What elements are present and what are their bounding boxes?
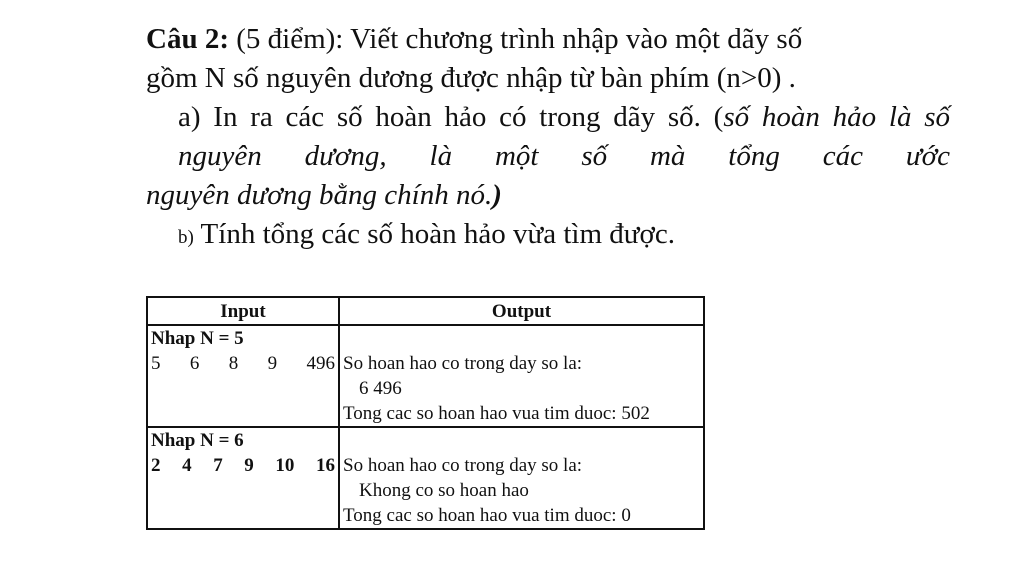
input-value: 10 xyxy=(275,455,295,476)
input-values xyxy=(151,453,335,478)
output-line: So hoan hao co trong day so la: xyxy=(343,455,583,476)
part-a-def-open: ( xyxy=(713,101,724,133)
part-a-def-line3: nguyên dương bằng chính nó. xyxy=(146,179,493,211)
question-intro: (5 điểm): Viết chương trình nhập vào một dãy số xyxy=(228,23,803,55)
output-line: 6 496 xyxy=(359,378,402,399)
output-cell xyxy=(339,427,704,529)
question-line-2: gồm N số nguyên dương được nhập từ bàn phím (n>0) . xyxy=(146,62,796,94)
input-value: 2 xyxy=(151,455,161,476)
part-b-label: b) xyxy=(178,227,194,248)
input-value: 5 xyxy=(151,353,161,374)
input-value: 9 xyxy=(244,455,254,476)
table-row xyxy=(147,427,704,529)
output-line: Tong cac so hoan hao vua tim duoc: 0 xyxy=(343,505,631,526)
question-line-1 xyxy=(146,20,950,59)
input-label: Nhap N = 5 xyxy=(151,328,244,349)
output-line: So hoan hao co trong day so la: xyxy=(343,353,583,374)
io-table xyxy=(146,296,705,530)
part-a-def-line2: hảo là số nguyên dương, là một số mà tổng các ước xyxy=(178,101,951,172)
input-label: Nhap N = 6 xyxy=(151,430,244,451)
output-cell xyxy=(339,325,704,427)
output-line: Khong co so hoan hao xyxy=(359,480,529,501)
input-cell xyxy=(147,427,339,529)
question-block xyxy=(146,20,950,257)
part-b xyxy=(146,215,950,257)
part-a-def-end xyxy=(146,176,950,215)
input-value: 16 xyxy=(315,455,335,476)
input-header: Input xyxy=(147,297,339,325)
output-line: Tong cac so hoan hao vua tim duoc: 502 xyxy=(343,403,650,424)
part-b-text: Tính tổng các số hoàn hảo vừa tìm được. xyxy=(193,218,675,250)
table-header-row xyxy=(147,297,704,325)
input-value: 9 xyxy=(267,353,278,374)
part-a-text: a) In ra các số hoàn hảo có trong dãy số. xyxy=(178,101,714,133)
input-value: 7 xyxy=(213,455,223,476)
output-header: Output xyxy=(339,297,704,325)
table-row xyxy=(147,325,704,427)
part-a xyxy=(146,98,950,176)
input-values xyxy=(151,351,335,376)
part-a-def-line1: số hoàn xyxy=(723,101,820,133)
input-value: 6 xyxy=(189,353,200,374)
question-label: Câu 2: xyxy=(146,23,229,55)
input-value: 4 xyxy=(182,455,192,476)
part-a-def-close: ) xyxy=(492,179,502,211)
input-value: 496 xyxy=(306,353,335,374)
input-cell xyxy=(147,325,339,427)
input-value: 8 xyxy=(228,353,239,374)
